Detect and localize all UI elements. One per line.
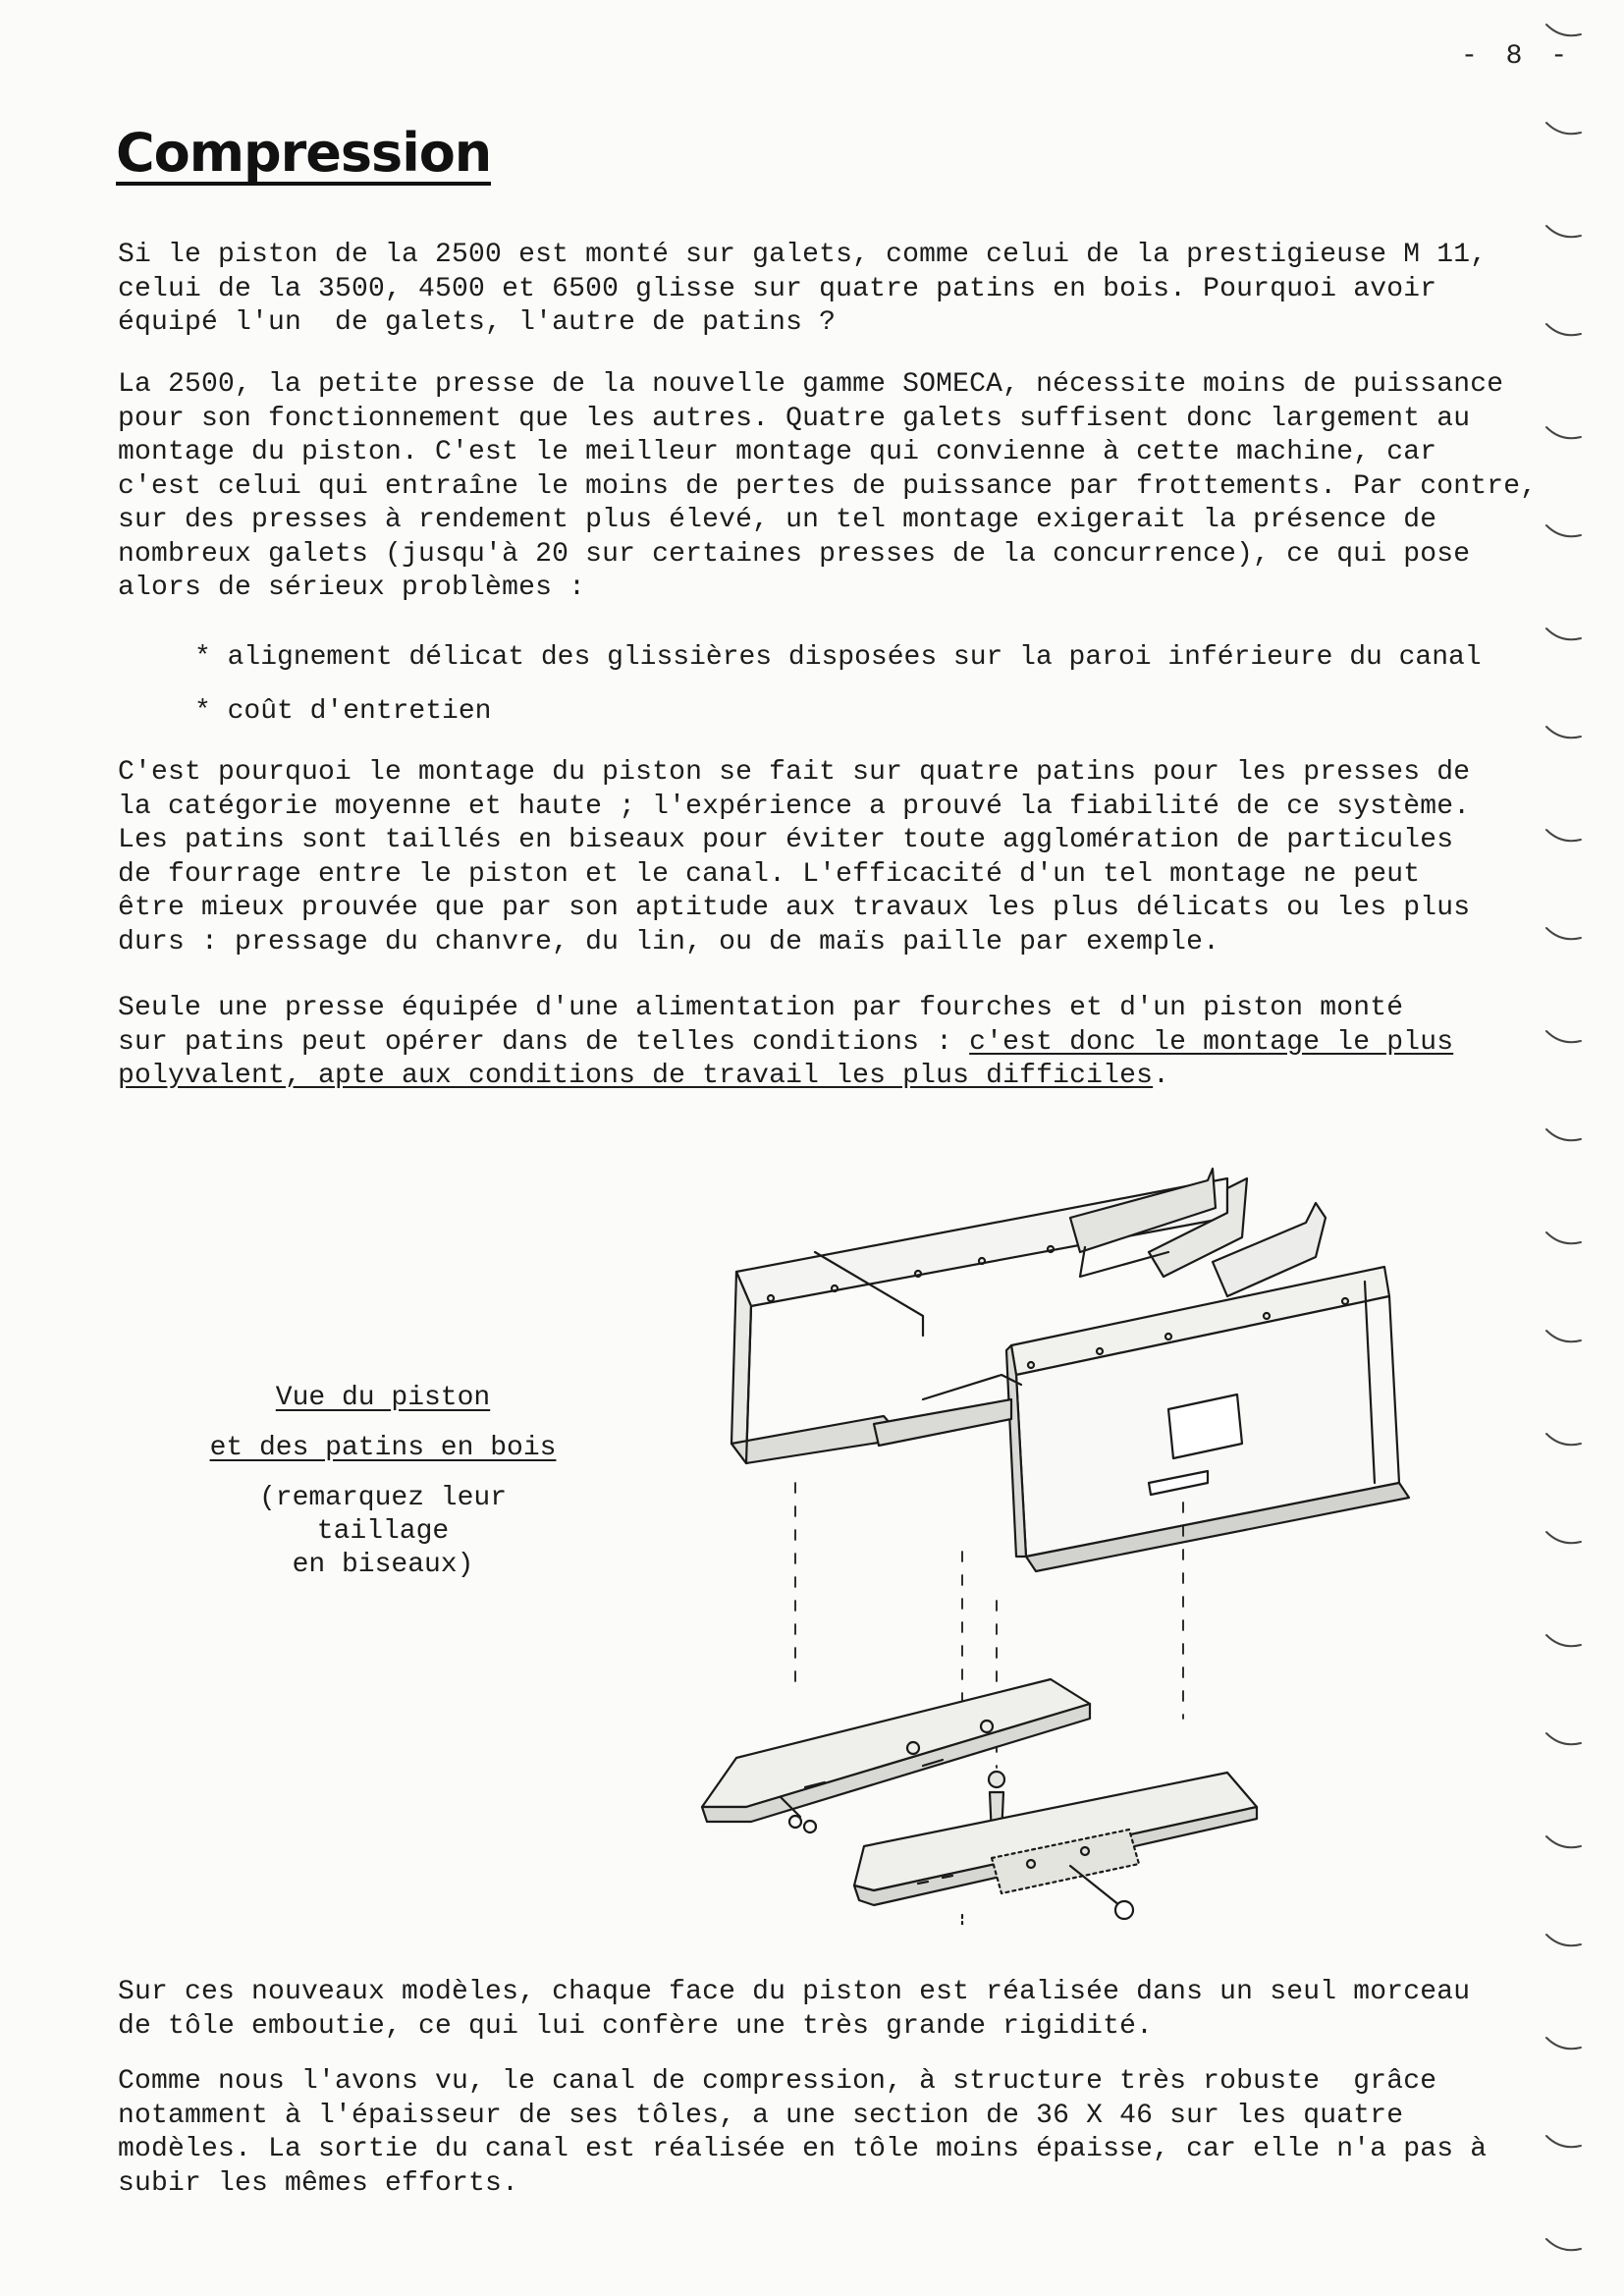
inner-skid <box>874 1375 1021 1446</box>
piston-front-plate <box>1006 1267 1409 1571</box>
paragraph-2 <box>118 368 1538 606</box>
text-line: équipé l'un de galets, l'autre de patins ? <box>118 307 837 338</box>
text-line <box>118 1060 1532 1094</box>
paragraph-5 <box>118 1976 1532 2044</box>
text-line: pour son fonctionnement que les autres. Quatre galets suffisent donc largement au <box>118 403 1471 434</box>
text-line: durs : pressage du chanvre, du lin, ou de maïs paille par exemple. <box>118 926 1220 957</box>
text-line: alors de sérieux problèmes : <box>118 573 586 603</box>
text-line: nombreux galets (jusqu'à 20 sur certaines presses de la concurrence), ce qui pose <box>118 538 1471 570</box>
page-number: - 8 - <box>1461 41 1574 72</box>
paragraph-6 <box>118 2065 1532 2201</box>
text-line: montage du piston. C'est le meilleur montage qui convienne à cette machine, car <box>118 437 1437 467</box>
caption-line: en biseaux) <box>292 1550 474 1580</box>
text-line: de tôle emboutie, ce qui lui confère une très grande rigidité. <box>118 2010 1154 2042</box>
text-line <box>118 1026 1532 1061</box>
top-bevel-brackets <box>1070 1169 1326 1296</box>
text-line: être mieux prouvée que par son aptitude aux travaux les plus délicats ou les plus <box>118 893 1471 923</box>
text-line: de fourrage entre le piston et le canal. L'efficacité d'un tel montage ne peut <box>118 858 1421 890</box>
intro-paragraph <box>118 239 1532 341</box>
figure-caption <box>187 1382 579 1582</box>
text-line: notamment à l'épaisseur de ses tôles, a une section de 36 X 46 sur les quatre <box>118 2100 1404 2131</box>
text-line: Si le piston de la 2500 est monté sur galets, comme celui de la prestigieuse M 11, <box>118 240 1488 270</box>
binding-marks <box>1532 0 1624 2296</box>
text-line: Sur ces nouveaux modèles, chaque face du piston est réalisée dans un seul morceau <box>118 1977 1471 2007</box>
text-line: celui de la 3500, 4500 et 6500 glisse sur quatre patins en bois. Pourquoi avoir <box>118 273 1437 304</box>
text-segment: sur patins peut opérer dans de telles conditions : <box>118 1026 970 1058</box>
underlined-text: polyvalent, apte aux conditions de travail les plus difficiles <box>118 1061 1154 1091</box>
text-line: c'est celui qui entraîne le moins de pertes de puissance par frottements. Par contre, <box>118 470 1538 502</box>
text-segment: . <box>1153 1061 1170 1091</box>
caption-line: et des patins en bois <box>209 1433 557 1463</box>
text-line: la catégorie moyenne et haute ; l'expérience a prouvé la fiabilité de ce système. <box>118 791 1471 822</box>
text-line: sur des presses à rendement plus élevé, un tel montage exigerait la présence de <box>118 505 1437 535</box>
wooden-skid-upper <box>702 1679 1090 1832</box>
paragraph-4 <box>118 992 1532 1094</box>
piston-illustration <box>677 1159 1424 1925</box>
text-line: Comme nous l'avons vu, le canal de compression, à structure très robuste grâce <box>118 2066 1437 2097</box>
text-line: modèles. La sortie du canal est réalisée en tôle moins épaisse, car elle n'a pas à <box>118 2134 1488 2164</box>
caption-line: Vue du piston <box>275 1383 491 1413</box>
text-line: C'est pourquoi le montage du piston se fait sur quatre patins pour les presses de <box>118 757 1471 788</box>
text-line: subir les mêmes efforts. <box>118 2167 519 2199</box>
page-title: Compression <box>116 122 492 184</box>
wooden-skid-lower <box>854 1773 1257 1925</box>
bullet-item: * coût d'entretien <box>194 696 492 727</box>
bullet-item: * alignement délicat des glissières disposées sur la paroi inférieure du canal <box>194 642 1482 673</box>
text-line: La 2500, la petite presse de la nouvelle gamme SOMECA, nécessite moins de puissance <box>118 369 1504 400</box>
text-line: Seule une presse équipée d'une alimentation par fourches et d'un piston monté <box>118 993 1404 1023</box>
paragraph-3 <box>118 756 1532 959</box>
underlined-text: c'est donc le montage le plus <box>969 1026 1454 1058</box>
text-line: Les patins sont taillés en biseaux pour éviter toute agglomération de particules <box>118 825 1454 855</box>
caption-line: (remarquez leur taillage <box>258 1483 508 1547</box>
